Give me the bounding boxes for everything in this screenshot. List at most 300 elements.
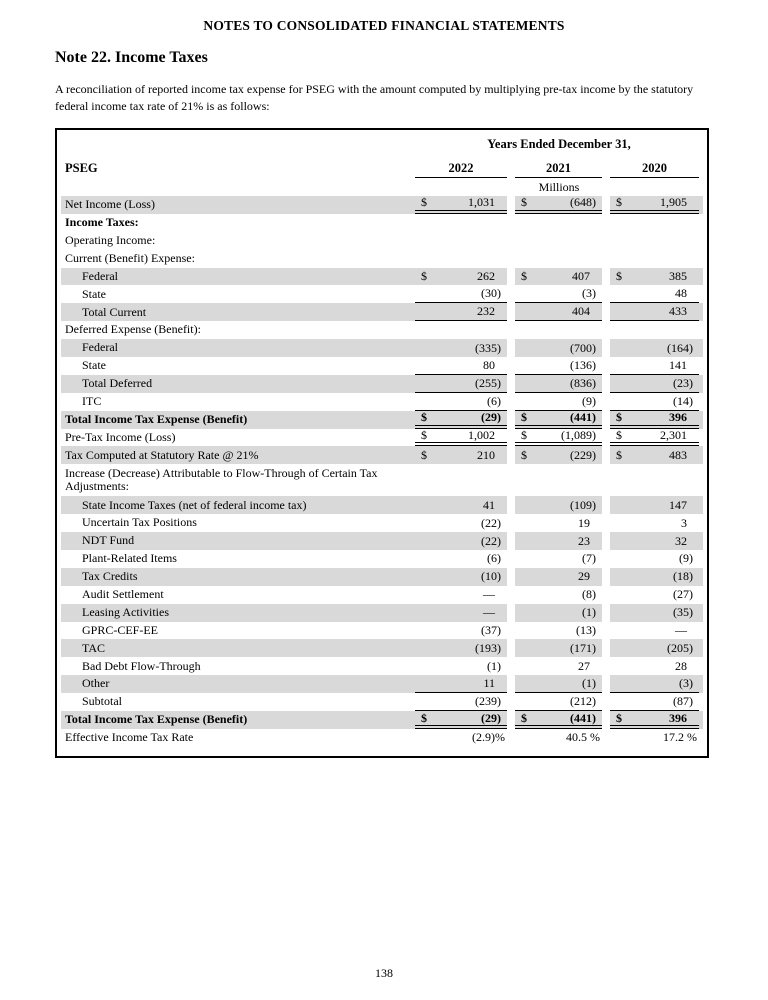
- column-gap: [602, 639, 610, 657]
- value-cell: [515, 657, 602, 675]
- column-gap: [602, 657, 610, 675]
- row-label: Income Taxes:: [65, 215, 139, 230]
- value-cell: [610, 303, 699, 321]
- value-cell: [610, 622, 699, 640]
- dollar-sign: $: [421, 195, 427, 210]
- value-cell: [415, 268, 507, 286]
- column-gap: [507, 729, 515, 747]
- column-gap: [507, 675, 515, 693]
- row-tail: [699, 411, 703, 429]
- column-gap: [507, 393, 515, 411]
- value: 28: [675, 658, 687, 673]
- value: 32: [675, 533, 687, 548]
- table-row: [57, 321, 707, 339]
- table-row: [57, 214, 707, 232]
- row-tail: [699, 729, 703, 747]
- column-gap: [507, 196, 515, 214]
- value: 40.5 %: [566, 730, 600, 745]
- column-gap: [507, 268, 515, 286]
- row-label: Bad Debt Flow-Through: [82, 658, 201, 673]
- column-gap: [602, 729, 610, 747]
- value-cell: [415, 514, 507, 532]
- value: (87): [673, 694, 693, 709]
- value: 483: [669, 447, 687, 462]
- value: 385: [669, 269, 687, 283]
- value: (1): [582, 676, 596, 691]
- dollar-sign: $: [521, 710, 527, 725]
- row-label: Audit Settlement: [82, 587, 164, 601]
- row-label: Total Income Tax Expense (Benefit): [61, 411, 415, 429]
- table-row: [57, 232, 707, 250]
- value-cell: [415, 675, 507, 693]
- value-cell: [415, 375, 507, 393]
- unit-label: Millions: [538, 179, 580, 194]
- value: 404: [572, 304, 590, 319]
- value-cell: [515, 639, 602, 657]
- row-label: State Income Taxes (net of federal income tax): [61, 496, 415, 514]
- value: (229): [570, 447, 596, 462]
- row-label: State: [82, 286, 106, 301]
- dollar-sign: $: [616, 410, 622, 425]
- dollar-sign: $: [521, 269, 527, 283]
- value-cell: [515, 496, 602, 514]
- value: (7): [582, 551, 596, 566]
- value-cell: [415, 496, 507, 514]
- row-tail: [699, 375, 703, 393]
- row-tail: [699, 156, 703, 178]
- value-cell: [415, 550, 507, 568]
- income-tax-reconciliation-table: [55, 128, 709, 758]
- dollar-sign: $: [421, 269, 427, 283]
- column-gap: [602, 675, 610, 693]
- row-label: Federal: [61, 268, 415, 286]
- row-label: Plant-Related Items: [82, 551, 177, 566]
- row-label: Net Income (Loss): [61, 196, 415, 214]
- table-row: [57, 250, 707, 268]
- table-row: [57, 429, 707, 447]
- value-cell: [415, 693, 507, 711]
- value-cell: [515, 339, 602, 357]
- row-label: Uncertain Tax Positions: [82, 515, 197, 530]
- value-cell: [515, 550, 602, 568]
- row-label: State: [82, 358, 106, 373]
- row-tail: [699, 339, 703, 357]
- row-tail: [699, 446, 703, 464]
- column-gap: [507, 375, 515, 393]
- dollar-sign: $: [521, 428, 527, 443]
- value-cell: [610, 446, 699, 464]
- value: (1,089): [561, 428, 596, 443]
- value-cell: [415, 586, 507, 604]
- value: (3): [679, 676, 693, 691]
- value-cell: [515, 514, 602, 532]
- dollar-sign: $: [421, 447, 427, 462]
- column-gap: [602, 303, 610, 321]
- year-column-header: 2022: [415, 156, 507, 178]
- value: 29: [578, 569, 590, 584]
- value: (109): [570, 497, 596, 512]
- value-cell: [515, 411, 602, 429]
- value: 210: [477, 447, 495, 462]
- value-cell: [610, 514, 699, 532]
- value-cell: [515, 729, 602, 747]
- table-row: [57, 393, 707, 411]
- value: (700): [570, 340, 596, 355]
- column-gap: [602, 711, 610, 729]
- value: (6): [487, 551, 501, 566]
- table-row: [57, 657, 707, 675]
- value: (335): [475, 340, 501, 355]
- value: 11: [483, 676, 495, 691]
- value: (30): [481, 286, 501, 301]
- value: (193): [475, 640, 501, 655]
- value: (648): [570, 195, 596, 210]
- value-cell: [515, 446, 602, 464]
- column-gap: [507, 693, 515, 711]
- value: —: [675, 623, 687, 638]
- column-gap: [507, 339, 515, 357]
- table-row: [57, 514, 707, 532]
- table-row: [57, 729, 707, 747]
- row-tail: [699, 357, 703, 375]
- column-gap: [602, 496, 610, 514]
- value: 407: [572, 269, 590, 283]
- dollar-sign: $: [521, 195, 527, 210]
- row-tail: [699, 285, 703, 303]
- value-cell: [515, 622, 602, 640]
- value-cell: [415, 604, 507, 622]
- column-gap: [602, 357, 610, 375]
- row-tail: [699, 675, 703, 693]
- table-header-years-row: [57, 156, 707, 178]
- table-row: [57, 532, 707, 550]
- value: (27): [673, 587, 693, 602]
- row-label: Deferred Expense (Benefit):: [65, 322, 201, 337]
- row-label: ITC: [82, 393, 102, 408]
- column-gap: [507, 532, 515, 550]
- row-tail: [699, 196, 703, 214]
- row-label: Total Current: [61, 303, 415, 321]
- value: 3: [681, 515, 687, 530]
- table-row: [57, 196, 707, 214]
- table-row: [57, 586, 707, 604]
- value-cell: [515, 604, 602, 622]
- table-row: [57, 496, 707, 514]
- row-tail: [699, 639, 703, 657]
- value: 396: [669, 710, 687, 725]
- row-tail: [699, 514, 703, 532]
- value: (35): [673, 605, 693, 620]
- value: 17.2 %: [663, 730, 697, 745]
- value: 262: [477, 269, 495, 283]
- table-row: [57, 639, 707, 657]
- value-cell: [415, 393, 507, 411]
- column-gap: [507, 156, 515, 178]
- column-gap: [602, 196, 610, 214]
- column-gap: [602, 604, 610, 622]
- table-row: [57, 711, 707, 729]
- column-gap: [602, 532, 610, 550]
- table-row: [57, 446, 707, 464]
- value: (441): [570, 410, 596, 425]
- value-cell: [610, 550, 699, 568]
- value: 2,301: [660, 428, 687, 443]
- value: 80: [483, 357, 495, 372]
- row-tail: [699, 568, 703, 586]
- table-row: [57, 285, 707, 303]
- row-tail: [699, 657, 703, 675]
- column-gap: [602, 550, 610, 568]
- row-tail: [699, 711, 703, 729]
- value-cell: [415, 568, 507, 586]
- value-cell: [415, 285, 507, 303]
- value: 27: [578, 658, 590, 673]
- dollar-sign: $: [421, 410, 427, 425]
- column-gap: [602, 429, 610, 447]
- table-row: [57, 568, 707, 586]
- value: 19: [578, 515, 590, 530]
- row-label: Total Deferred: [61, 375, 415, 393]
- column-gap: [602, 339, 610, 357]
- value: 433: [669, 304, 687, 319]
- page-number: 138: [375, 966, 393, 980]
- value-cell: [515, 196, 602, 214]
- row-label: Operating Income:: [65, 232, 156, 247]
- column-gap: [507, 622, 515, 640]
- value-cell: [515, 568, 602, 586]
- dollar-sign: $: [421, 428, 427, 443]
- value-cell: [610, 568, 699, 586]
- value-cell: [415, 429, 507, 447]
- value: 141: [669, 357, 687, 372]
- value: (22): [481, 515, 501, 530]
- dollar-sign: $: [616, 428, 622, 443]
- dollar-sign: $: [421, 710, 427, 725]
- value-cell: [515, 532, 602, 550]
- value: (29): [481, 410, 501, 425]
- row-label: TAC: [61, 639, 415, 657]
- column-gap: [602, 514, 610, 532]
- value-cell: [515, 375, 602, 393]
- column-gap: [602, 285, 610, 303]
- row-label: Current (Benefit) Expense:: [65, 250, 195, 265]
- value-cell: [610, 411, 699, 429]
- value-cell: [610, 711, 699, 729]
- row-tail: [699, 586, 703, 604]
- value: (9): [582, 393, 596, 408]
- dollar-sign: $: [616, 269, 622, 283]
- row-tail: [699, 303, 703, 321]
- column-gap: [507, 303, 515, 321]
- value-cell: [415, 411, 507, 429]
- value: (6): [487, 393, 501, 408]
- row-label: Effective Income Tax Rate: [65, 730, 194, 745]
- value-cell: [515, 285, 602, 303]
- column-gap: [507, 657, 515, 675]
- value: (14): [673, 393, 693, 408]
- value: 23: [578, 533, 590, 548]
- dollar-sign: $: [616, 195, 622, 210]
- value: —: [483, 605, 495, 620]
- value: (441): [570, 710, 596, 725]
- column-gap: [602, 693, 610, 711]
- value-cell: [610, 693, 699, 711]
- value: —: [483, 587, 495, 602]
- dollar-sign: $: [616, 447, 622, 462]
- value-cell: [515, 268, 602, 286]
- value: 147: [669, 497, 687, 512]
- value: 396: [669, 410, 687, 425]
- value-cell: [515, 711, 602, 729]
- value: (1): [487, 658, 501, 673]
- dollar-sign: $: [616, 710, 622, 725]
- row-tail: [699, 496, 703, 514]
- column-gap: [507, 285, 515, 303]
- value: (13): [576, 623, 596, 638]
- value: (18): [673, 569, 693, 584]
- value-cell: [610, 675, 699, 693]
- table-row: [57, 693, 707, 711]
- column-gap: [507, 429, 515, 447]
- row-tail: [699, 693, 703, 711]
- row-label: Federal: [61, 339, 415, 357]
- column-gap: [507, 604, 515, 622]
- column-gap: [602, 411, 610, 429]
- value-cell: [610, 496, 699, 514]
- value-cell: [515, 429, 602, 447]
- row-label: Other: [61, 675, 415, 693]
- row-tail: [699, 622, 703, 640]
- value-cell: [415, 639, 507, 657]
- value-cell: [610, 268, 699, 286]
- table-row: [57, 464, 707, 496]
- column-gap: [507, 586, 515, 604]
- row-label: Tax Credits: [61, 568, 415, 586]
- value-cell: [415, 729, 507, 747]
- row-tail: [699, 604, 703, 622]
- row-tail: [699, 393, 703, 411]
- entity-label: PSEG: [65, 161, 98, 175]
- value-cell: [415, 339, 507, 357]
- table-row: [57, 604, 707, 622]
- value: (29): [481, 710, 501, 725]
- row-label: Increase (Decrease) Attributable to Flow-Through of Certain Tax Adjustments:: [65, 465, 378, 494]
- value-cell: [415, 622, 507, 640]
- year-column-header: 2021: [515, 156, 602, 178]
- column-gap: [602, 156, 610, 178]
- table-header-unit-row: [57, 178, 707, 196]
- value-cell: [610, 657, 699, 675]
- table-row: [57, 411, 707, 429]
- value-cell: [515, 693, 602, 711]
- value: (212): [570, 694, 596, 709]
- value-cell: [610, 285, 699, 303]
- column-gap: [507, 711, 515, 729]
- year-column-header: 2020: [610, 156, 699, 178]
- value-cell: [610, 532, 699, 550]
- row-tail: [699, 550, 703, 568]
- column-gap: [602, 586, 610, 604]
- value-cell: [415, 711, 507, 729]
- row-label: Tax Computed at Statutory Rate @ 21%: [61, 446, 415, 464]
- column-gap: [507, 550, 515, 568]
- value-cell: [415, 357, 507, 375]
- value: (2.9)%: [472, 730, 505, 745]
- value: (23): [673, 375, 693, 390]
- value: (8): [582, 587, 596, 602]
- table-header-period-row: [57, 133, 707, 156]
- value-cell: [610, 196, 699, 214]
- row-label: NDT Fund: [61, 532, 415, 550]
- column-gap: [602, 568, 610, 586]
- value-cell: [610, 357, 699, 375]
- value: 48: [675, 286, 687, 301]
- column-gap: [507, 446, 515, 464]
- value: (239): [475, 694, 501, 709]
- value-cell: [515, 393, 602, 411]
- row-tail: [699, 429, 703, 447]
- value: (37): [481, 623, 501, 638]
- value-cell: [610, 729, 699, 747]
- value-cell: [610, 604, 699, 622]
- value-cell: [515, 675, 602, 693]
- value-cell: [610, 586, 699, 604]
- value-cell: [610, 393, 699, 411]
- value-cell: [415, 657, 507, 675]
- value: (9): [679, 551, 693, 566]
- period-header: Years Ended December 31,: [487, 137, 631, 151]
- table-row: [57, 375, 707, 393]
- column-gap: [507, 357, 515, 375]
- value-cell: [415, 446, 507, 464]
- row-label: Subtotal: [82, 694, 123, 709]
- value: 41: [483, 497, 495, 512]
- value-cell: [415, 196, 507, 214]
- value-cell: [415, 303, 507, 321]
- document-header: NOTES TO CONSOLIDATED FINANCIAL STATEMENTS: [203, 18, 565, 33]
- column-gap: [602, 446, 610, 464]
- column-gap: [602, 375, 610, 393]
- column-gap: [507, 639, 515, 657]
- column-gap: [507, 496, 515, 514]
- value: 1,905: [660, 195, 687, 210]
- value-cell: [415, 532, 507, 550]
- value: (205): [667, 640, 693, 655]
- value: (1): [582, 605, 596, 620]
- value: (3): [582, 286, 596, 301]
- row-label: Pre-Tax Income (Loss): [65, 429, 176, 444]
- value-cell: [610, 639, 699, 657]
- value-cell: [515, 586, 602, 604]
- column-gap: [507, 568, 515, 586]
- column-gap: [602, 268, 610, 286]
- value-cell: [610, 429, 699, 447]
- value: 1,002: [468, 428, 495, 443]
- column-gap: [507, 411, 515, 429]
- table-row: [57, 550, 707, 568]
- table-row: [57, 357, 707, 375]
- table-row: [57, 622, 707, 640]
- table-row: [57, 339, 707, 357]
- value: (255): [475, 375, 501, 390]
- value: (22): [481, 533, 501, 548]
- value-cell: [515, 357, 602, 375]
- row-tail: [699, 268, 703, 286]
- value: (164): [667, 340, 693, 355]
- value-cell: [515, 303, 602, 321]
- table-row: [57, 268, 707, 286]
- value: (836): [570, 375, 596, 390]
